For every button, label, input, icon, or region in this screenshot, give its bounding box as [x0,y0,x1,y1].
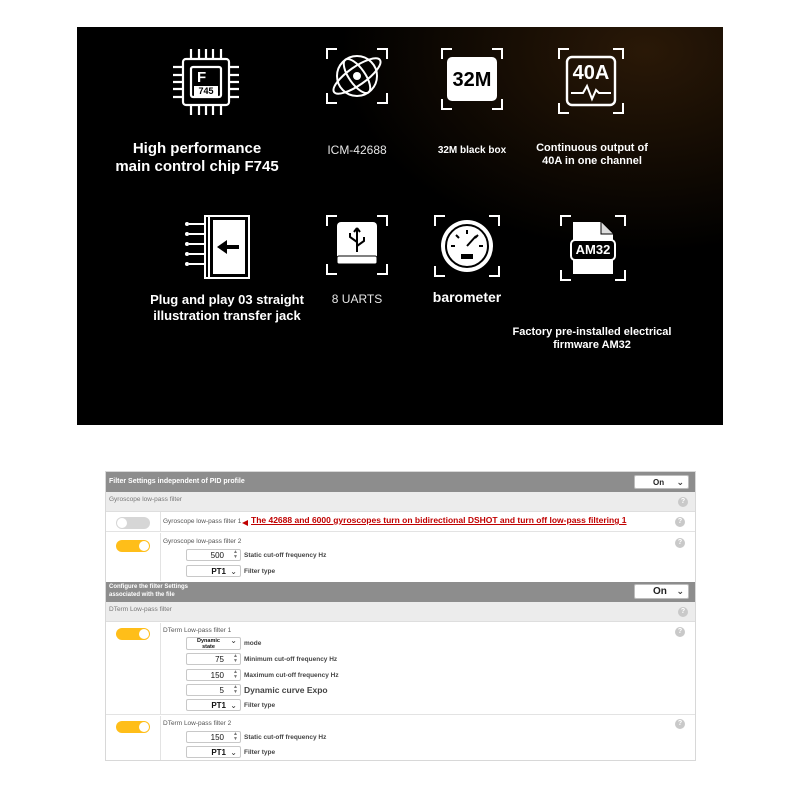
file-filters-select[interactable]: On ⌄ [634,584,689,599]
spinner-icon[interactable]: ▲ ▼ [233,653,238,664]
gauge-icon [431,212,503,280]
feature-current [522,45,662,175]
feature-banner [77,27,723,425]
dterm-filter2-type-select[interactable]: PT1 ⌄ [186,746,241,758]
filter-settings-panel [105,471,696,761]
dterm-filter2-row [106,716,695,760]
firmware-icon-text: AM32 [575,242,611,257]
dterm-filter1-type-label: Filter type [244,702,276,709]
gyro-filter2-label: Gyroscope low-pass filter 2 [163,538,242,545]
chip-icon-letter: F [197,69,207,86]
feature-caption: 32M black box [437,145,507,156]
feature-caption: ICM-42688 [327,143,387,157]
feature-caption: barometer [432,289,502,305]
gyro-filter2-toggle[interactable] [116,540,150,552]
spinner-icon[interactable]: ▲ ▼ [233,684,238,695]
memory-icon-text: 32M [452,69,492,91]
chevron-down-icon: ⌄ [230,701,237,710]
help-icon[interactable]: ? [675,538,685,548]
section-header-file-filters [106,582,695,602]
dterm-filter1-expo-label: Dynamic curve Expo [244,685,328,695]
dterm-filter2-freq-label: Static cut-off frequency Hz [244,734,327,741]
usb-drive-icon [323,212,391,278]
dterm-filter1-toggle[interactable] [116,628,150,640]
help-icon[interactable]: ? [678,607,688,617]
feature-caption: Continuous output of 40A in one channel [536,142,648,168]
feature-caption: Factory pre-installed electrical firmware AM32 [512,326,672,352]
dterm-filter1-row [106,623,695,715]
section-title-line1: Configure the filter Settings [109,584,189,590]
chip-icon-number: 745 [194,86,218,96]
gyro-filter2-freq-input[interactable]: 500 ▲ ▼ [186,549,241,561]
feature-caption: 8 UARTS [331,292,383,306]
chevron-down-icon: ⌄ [230,748,237,757]
dterm-filter2-freq-input[interactable]: 150 ▲ ▼ [186,731,241,743]
dterm-filter1-min-input[interactable]: 75 ▲ ▼ [186,653,241,665]
gyro-filter2-type-label: Filter type [244,568,276,575]
chevron-down-icon: ⌄ [230,636,237,645]
connector-icon [179,212,259,282]
gyro-filter1-toggle[interactable] [116,517,150,529]
gyro-filter2-freq-label: Static cut-off frequency Hz [244,552,327,559]
feature-firmware [507,212,677,352]
dterm-filter1-expo-input[interactable]: 5 ▲ ▼ [186,684,241,696]
dterm-lowpass-header: DTerm Low-pass filter ? [106,602,695,622]
spinner-icon[interactable]: ▲ ▼ [233,549,238,560]
section-title: Filter Settings independent of PID profile [109,478,245,485]
chevron-down-icon: ⌄ [676,477,684,487]
feature-caption: Plug and play 03 straight illustration transfer jack [150,292,304,323]
help-icon[interactable]: ? [675,517,685,527]
gyro-lowpass-header: Gyroscope low-pass filter ? [106,492,695,512]
gyro-filter1-label: Gyroscope low-pass filter 1 [163,518,242,525]
dterm-filter2-label: DTerm Low-pass filter 2 [163,720,232,727]
gyro-filter2-row [106,533,695,581]
spinner-icon[interactable]: ▲ ▼ [233,731,238,742]
help-icon[interactable]: ? [675,719,685,729]
section-header-filter-settings [106,472,695,492]
dterm-filter1-mode-label: mode [244,640,262,647]
dterm-filter1-max-label: Maximum cut-off frequency Hz [244,672,339,679]
current-icon-text: 40A [572,62,610,84]
dterm-filter2-toggle[interactable] [116,721,150,733]
dterm-filter1-mode-select[interactable]: Dynamic state ⌄ [186,637,241,650]
dterm-filter1-min-label: Minimum cut-off frequency Hz [244,656,338,663]
dterm-filter1-max-input[interactable]: 150 ▲ ▼ [186,669,241,681]
feature-memory [402,45,542,165]
gyro-filter2-type-select[interactable]: PT1 ⌄ [186,565,241,577]
chevron-down-icon: ⌄ [676,586,684,596]
chevron-down-icon: ⌄ [230,567,237,576]
filter-settings-select[interactable]: On ⌄ [634,475,689,489]
section-title-line2: associated with the file [109,592,175,598]
gyroscope-icon [323,45,391,107]
help-icon[interactable]: ? [675,627,685,637]
feature-caption: High performance main control chip F745 [115,140,279,175]
feature-chip [97,45,297,185]
dterm-filter2-type-label: Filter type [244,749,276,756]
dterm-filter1-type-select[interactable]: PT1 ⌄ [186,699,241,711]
help-icon[interactable]: ? [678,497,688,507]
dterm-filter1-label: DTerm Low-pass filter 1 [163,627,232,634]
annotation-note: The 42688 and 6000 gyroscopes turn on bidirectional DSHOT and turn off low-pass filtering 1 [251,515,627,525]
spinner-icon[interactable]: ▲ ▼ [233,669,238,680]
